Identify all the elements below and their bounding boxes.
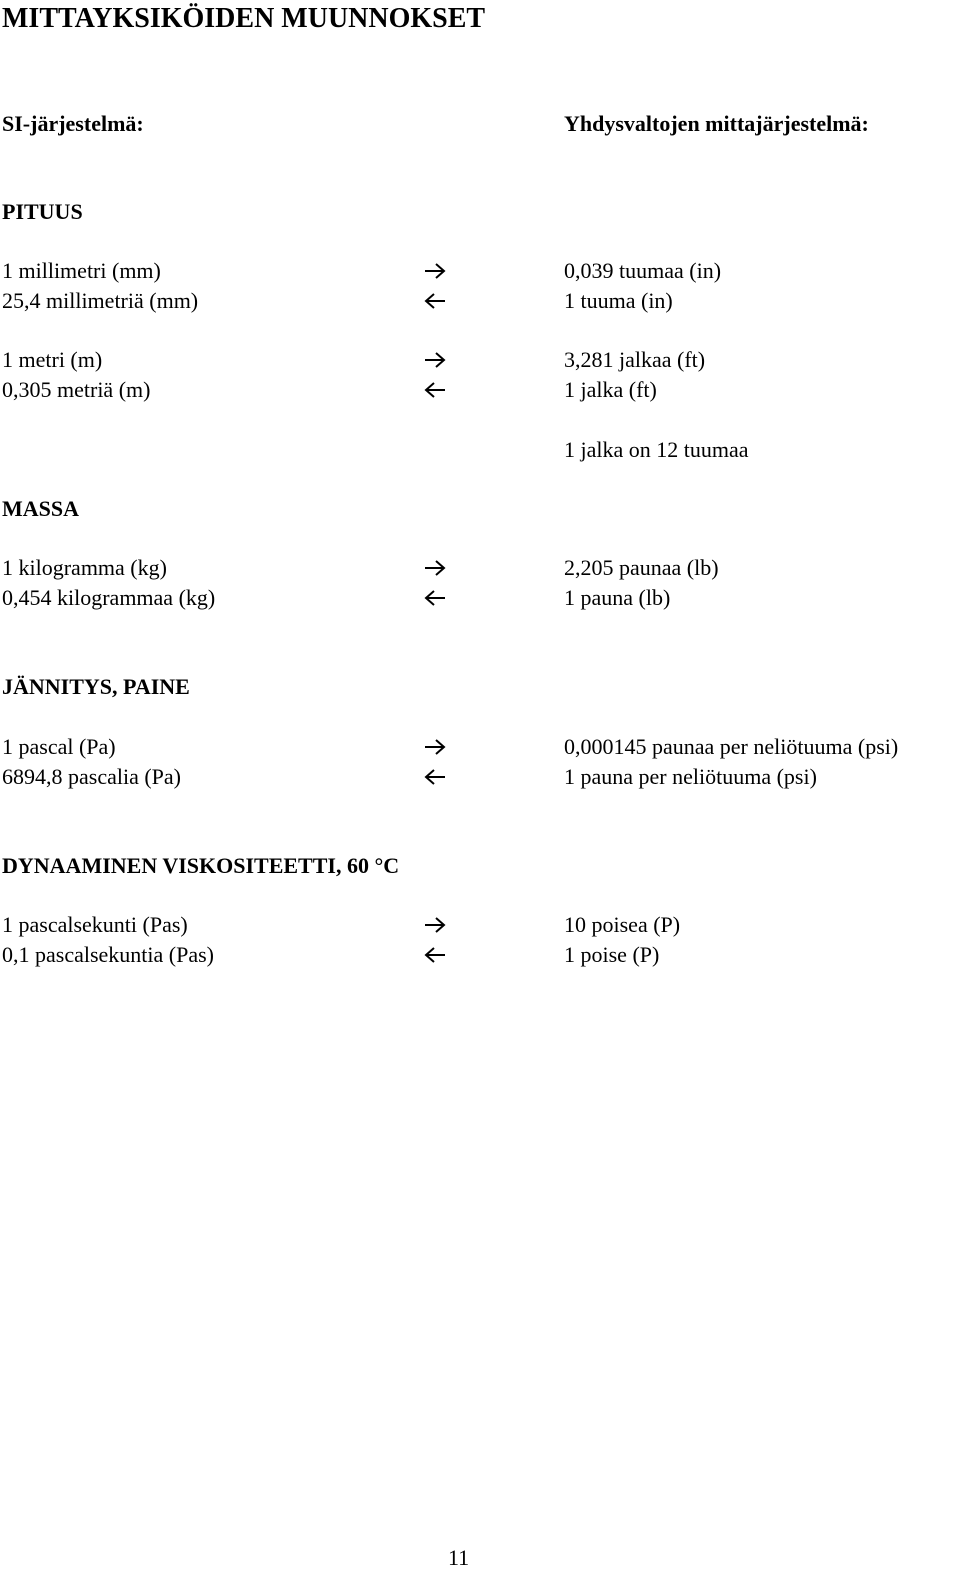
row-left-value: 0,1 pascalsekuntia (Pas) — [2, 942, 214, 967]
right-arrow-icon — [422, 349, 448, 371]
row-left-value: 0,305 metriä (m) — [2, 377, 151, 402]
row-left-value: 1 kilogramma (kg) — [2, 555, 167, 580]
right-arrow-icon — [422, 914, 448, 936]
left-arrow-icon — [422, 290, 448, 312]
page-title: MITTAYKSIKÖIDEN MUUNNOKSET — [2, 3, 486, 34]
left-arrow-icon — [422, 587, 448, 609]
row-left-value: 1 pascalsekunti (Pas) — [2, 912, 188, 937]
pituus-note: 1 jalka on 12 tuumaa — [564, 437, 749, 462]
section-heading-massa: MASSA — [2, 496, 80, 521]
row-right-value: 1 jalka (ft) — [564, 377, 657, 402]
section-heading-jannitys: JÄNNITYS, PAINE — [2, 674, 190, 699]
page-number: 11 — [448, 1545, 470, 1570]
right-arrow-icon — [422, 557, 448, 579]
row-left-value: 0,454 kilogrammaa (kg) — [2, 585, 216, 610]
row-right-value: 3,281 jalkaa (ft) — [564, 347, 706, 372]
section-heading-pituus: PITUUS — [2, 199, 83, 224]
si-system-header: SI-järjestelmä: — [2, 111, 144, 136]
row-left-value: 1 metri (m) — [2, 347, 103, 372]
row-right-value: 1 pauna per neliötuuma (psi) — [564, 764, 817, 789]
row-left-value: 25,4 millimetriä (mm) — [2, 288, 199, 313]
right-arrow-icon — [422, 260, 448, 282]
left-arrow-icon — [422, 944, 448, 966]
row-right-value: 1 tuuma (in) — [564, 288, 673, 313]
row-left-value: 1 pascal (Pa) — [2, 734, 116, 759]
row-right-value: 10 poisea (P) — [564, 912, 681, 937]
us-system-header: Yhdysvaltojen mittajärjestelmä: — [564, 111, 869, 136]
row-right-value: 1 poise (P) — [564, 942, 660, 967]
left-arrow-icon — [422, 766, 448, 788]
row-right-value: 2,205 paunaa (lb) — [564, 555, 719, 580]
row-left-value: 1 millimetri (mm) — [2, 258, 161, 283]
row-right-value: 1 pauna (lb) — [564, 585, 671, 610]
row-left-value: 6894,8 pascalia (Pa) — [2, 764, 181, 789]
section-heading-viskositeetti: DYNAAMINEN VISKOSITEETTI, 60 °C — [2, 853, 400, 878]
row-right-value: 0,039 tuumaa (in) — [564, 258, 722, 283]
left-arrow-icon — [422, 379, 448, 401]
right-arrow-icon — [422, 736, 448, 758]
row-right-value: 0,000145 paunaa per neliötuuma (psi) — [564, 734, 899, 759]
